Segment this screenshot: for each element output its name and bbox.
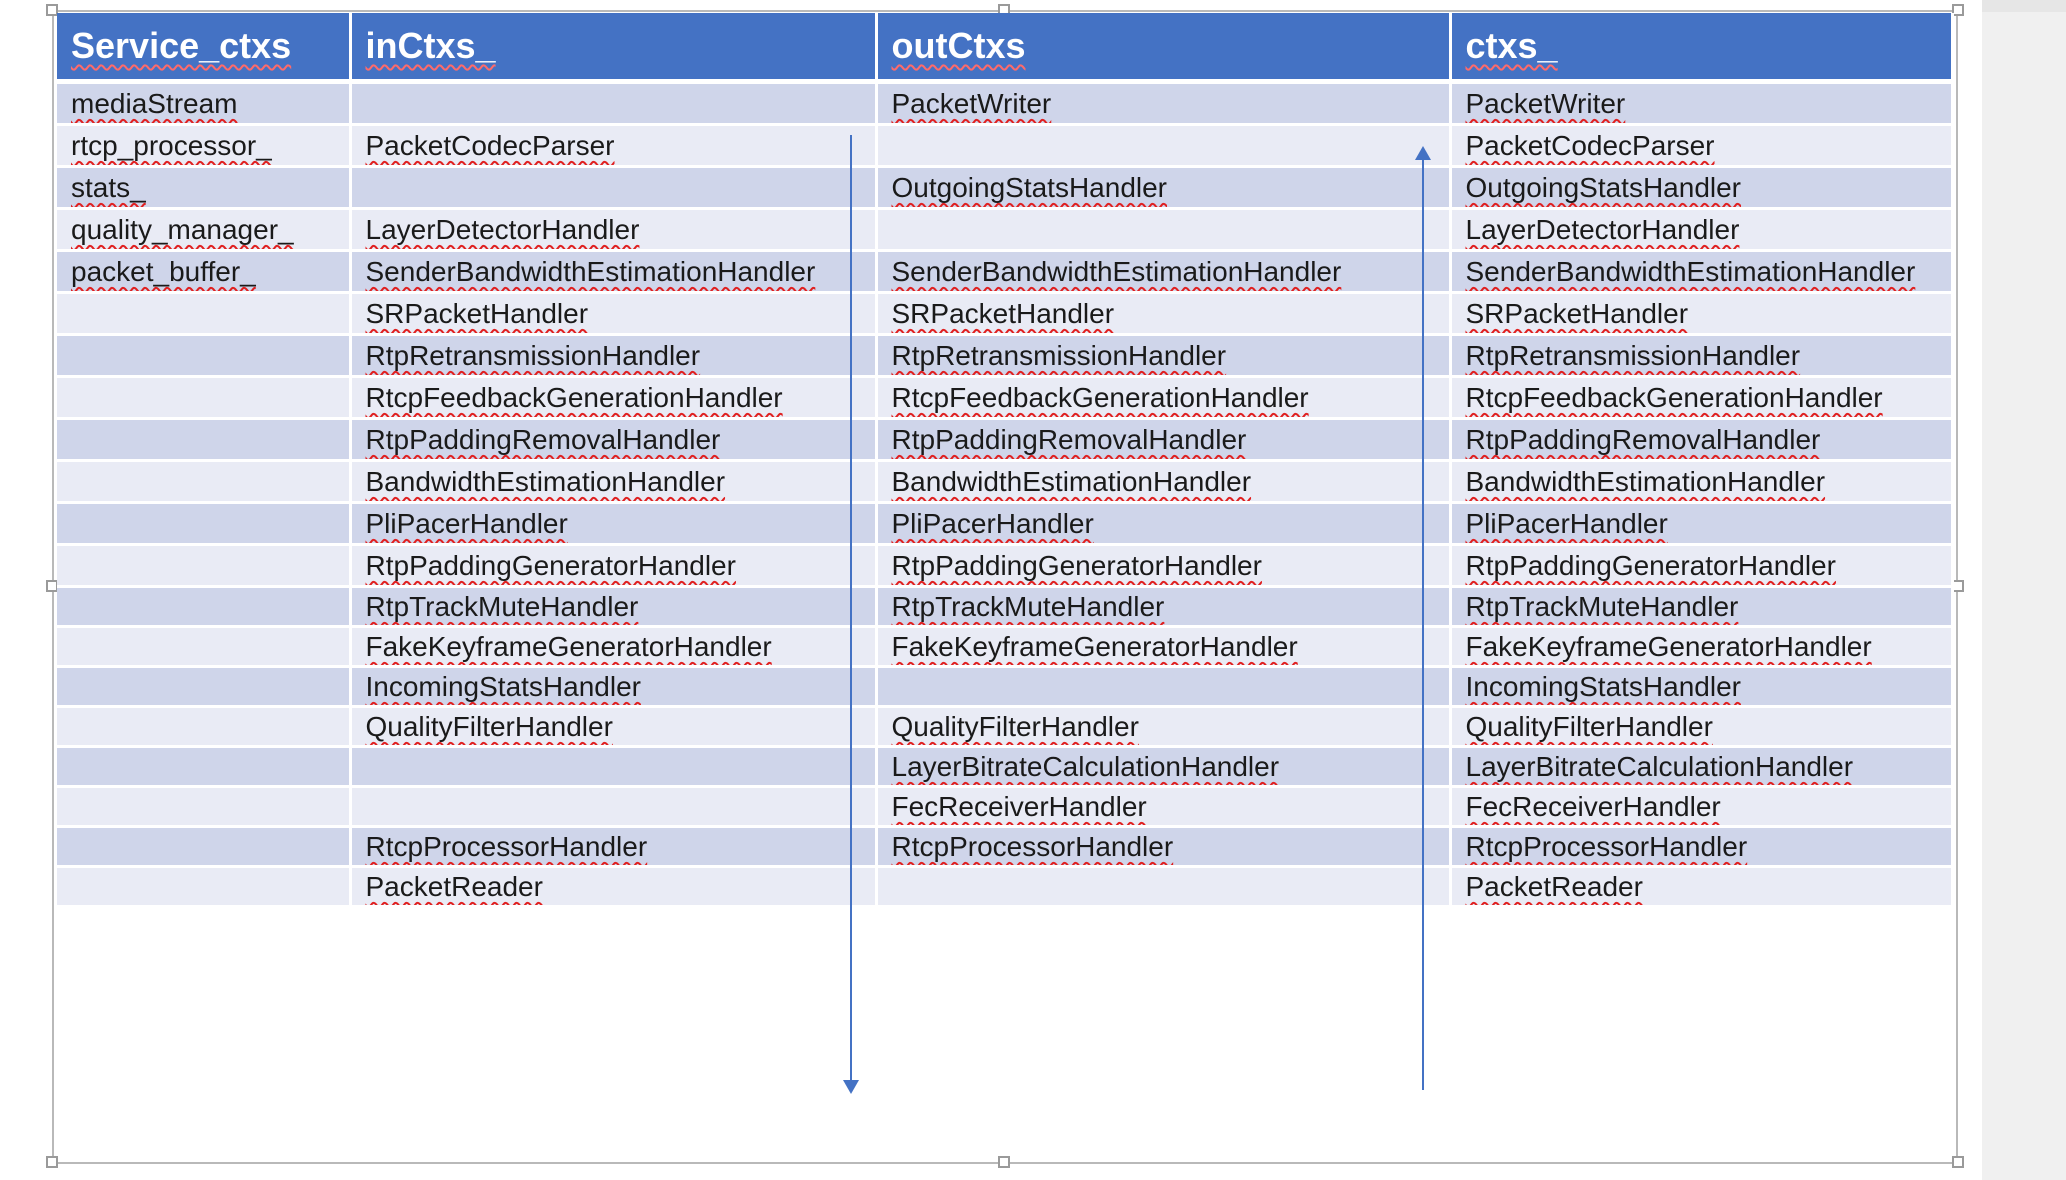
column-header-label: Service_ctxs: [71, 25, 292, 66]
cell-text: PacketCodecParser: [365, 129, 615, 161]
cell-text: LayerDetectorHandler: [365, 213, 640, 245]
cell-text: IncomingStatsHandler: [365, 670, 641, 702]
cell-text: LayerBitrateCalculationHandler: [1465, 750, 1854, 782]
cell-text: RtpTrackMuteHandler: [1465, 590, 1739, 622]
cell-text: QualityFilterHandler: [1465, 710, 1713, 742]
cell-text: RtcpProcessorHandler: [365, 830, 648, 862]
cell-text: FecReceiverHandler: [891, 790, 1147, 822]
cell-text: FakeKeyframeGeneratorHandler: [1465, 630, 1872, 662]
cell-text: BandwidthEstimationHandler: [1465, 465, 1826, 497]
cell-text: RtpTrackMuteHandler: [365, 590, 639, 622]
cell-text: FakeKeyframeGeneratorHandler: [891, 630, 1298, 662]
cell-text: RtcpProcessorHandler: [891, 830, 1174, 862]
cell-text: OutgoingStatsHandler: [1465, 171, 1742, 203]
cell-text: SenderBandwidthEstimationHandler: [365, 255, 816, 287]
cell-text: PacketReader: [1465, 870, 1643, 902]
cell-text: FakeKeyframeGeneratorHandler: [365, 630, 772, 662]
cell-text: PacketWriter: [891, 87, 1052, 119]
cell-text: BandwidthEstimationHandler: [891, 465, 1252, 497]
cell-text: RtpPaddingRemovalHandler: [891, 423, 1247, 455]
cell-text: FecReceiverHandler: [1465, 790, 1721, 822]
cell-text: RtpPaddingGeneratorHandler: [891, 549, 1262, 581]
cell-text: rtcp_processor_: [71, 129, 272, 161]
cell-text: RtpPaddingGeneratorHandler: [365, 549, 736, 581]
cell-text: stats_: [71, 171, 146, 203]
cell-text: RtpTrackMuteHandler: [891, 590, 1165, 622]
cell-text: mediaStream: [71, 87, 238, 119]
cell-text: packet_buffer_: [71, 255, 256, 287]
cell-text: RtpPaddingGeneratorHandler: [1465, 549, 1836, 581]
cell-text: RtpRetransmissionHandler: [365, 339, 701, 371]
cell-text: SenderBandwidthEstimationHandler: [1465, 255, 1916, 287]
column-header-label: outCtxs: [891, 25, 1026, 66]
cell-text: SRPacketHandler: [365, 297, 589, 329]
outgoing-flow-arrowhead: [1415, 146, 1431, 160]
cell-text: PacketCodecParser: [1465, 129, 1715, 161]
cell-text: RtpPaddingRemovalHandler: [1465, 423, 1821, 455]
cell-text: SRPacketHandler: [891, 297, 1115, 329]
cell-text: OutgoingStatsHandler: [891, 171, 1168, 203]
cell-text: RtpRetransmissionHandler: [1465, 339, 1801, 371]
cell-text: SenderBandwidthEstimationHandler: [891, 255, 1342, 287]
cell-text: SRPacketHandler: [1465, 297, 1689, 329]
cell-text: RtpRetransmissionHandler: [891, 339, 1227, 371]
cell-text: IncomingStatsHandler: [1465, 670, 1741, 702]
cell-text: RtcpFeedbackGenerationHandler: [891, 381, 1309, 413]
incoming-flow-arrowhead: [843, 1080, 859, 1094]
cell-text: quality_manager_: [71, 213, 294, 245]
cell-text: RtpPaddingRemovalHandler: [365, 423, 721, 455]
cell-text: RtcpProcessorHandler: [1465, 830, 1748, 862]
cell-text: QualityFilterHandler: [365, 710, 613, 742]
cell-text: LayerBitrateCalculationHandler: [891, 750, 1280, 782]
cell-text: RtcpFeedbackGenerationHandler: [1465, 381, 1883, 413]
column-header-label: ctxs_: [1465, 25, 1558, 66]
cell-text: PliPacerHandler: [891, 507, 1094, 539]
cell-text: PacketWriter: [1465, 87, 1626, 119]
cell-text: BandwidthEstimationHandler: [365, 465, 726, 497]
cell-text: PacketReader: [365, 870, 543, 902]
cell-text: QualityFilterHandler: [891, 710, 1139, 742]
cell-text: LayerDetectorHandler: [1465, 213, 1740, 245]
cell-text: RtcpFeedbackGenerationHandler: [365, 381, 783, 413]
cell-text: PliPacerHandler: [365, 507, 568, 539]
column-header-label: inCtxs_: [365, 25, 496, 66]
cell-text: PliPacerHandler: [1465, 507, 1668, 539]
